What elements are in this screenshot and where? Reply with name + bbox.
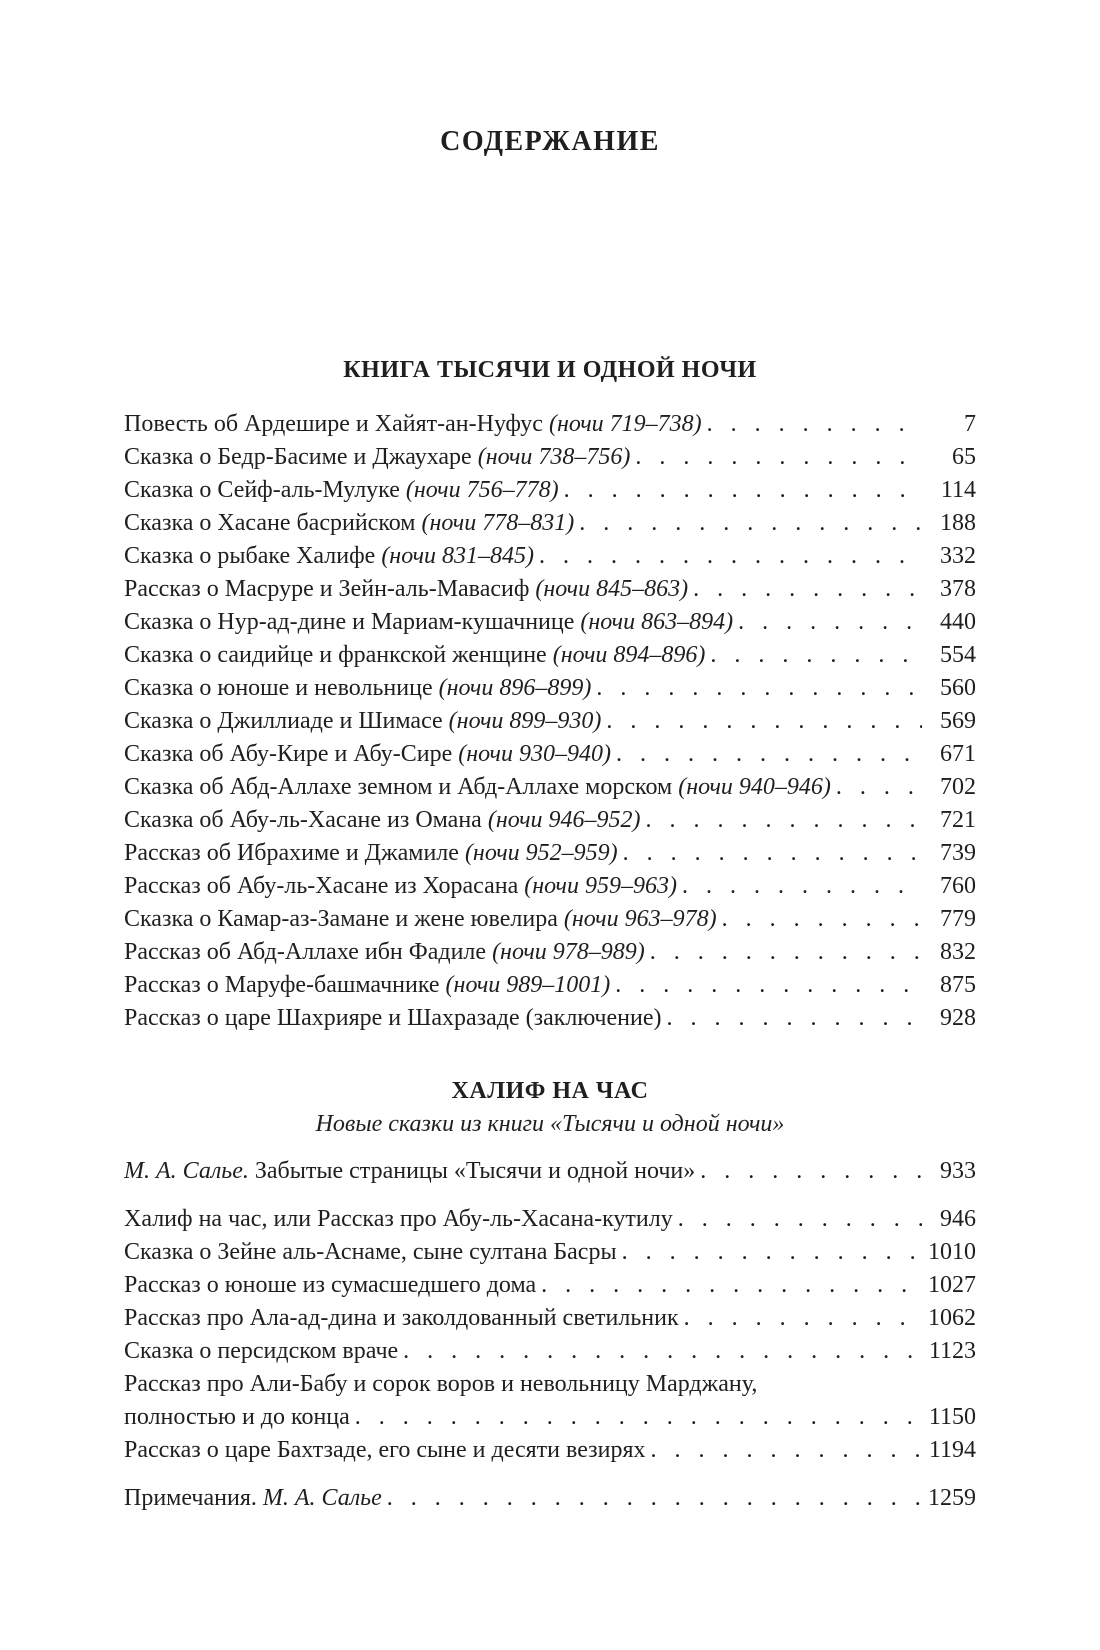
entry-italic-text: (ночи 756–778) [405,477,559,503]
dot-leader [618,837,922,870]
entry-title-text: Рассказ о царе Бахтзаде, его сыне и десяти везирях [124,1437,646,1463]
entry-italic-text: (ночи 959–963) [524,873,677,899]
entry-page-number: 671 [940,741,976,767]
entry-title-text: полностью и до конца [124,1404,350,1430]
toc-entry [124,1482,976,1515]
toc-entry [124,903,976,936]
toc-entry [124,1236,976,1269]
dot-leader [559,474,922,507]
dot-leader [688,573,922,606]
entry-title-text: Повесть об Ардешире и Хайят-ан-Нуфус [124,411,549,437]
entry-title-text: Халиф на час, или Рассказ про Абу-ль-Хасана-кутилу [124,1206,673,1232]
dot-leader [695,1155,922,1188]
entry-label [124,672,591,705]
toc-entry [124,639,976,672]
toc-entry [124,705,976,738]
entry-label [124,837,618,870]
entry-title-text: Сказка об Абу-ль-Хасане из Омана [124,807,488,833]
toc-entry [124,408,976,441]
toc-entry [124,573,976,606]
entry-page-number: 7 [964,411,976,437]
entry-title-text: Сказка о Сейф-аль-Мулуке [124,477,406,503]
entry-title-text: Сказка о Нур-ад-дине и Мариам-кушачнице [124,609,581,635]
dot-leader [677,870,922,903]
dot-leader [645,936,922,969]
entry-page-number: 928 [940,1005,976,1031]
entry-title-text: Сказка о Зейне аль-Аснаме, сыне султана Басры [124,1239,617,1265]
entry-page-number: 779 [940,906,976,932]
entry-italic-text: М. А. Салье [262,1485,382,1511]
entry-italic-text: (ночи 978–989) [492,939,645,965]
toc-list [124,1155,976,1515]
entry-title-text: Рассказ про Али-Бабу и сорок воров и невольницу Марджану, [124,1371,758,1397]
entry-italic-text: (ночи 899–930) [448,708,602,734]
toc-entry [124,1155,976,1188]
toc-entry [124,672,976,705]
entry-label [124,1482,382,1515]
entry-label [124,738,611,771]
toc-entry [124,804,976,837]
entry-label [124,540,534,573]
entry-label [124,1401,350,1434]
entry-italic-text: М. А. Салье. [124,1158,249,1184]
dot-leader [534,540,922,573]
entry-page-number: 1010 [928,1239,976,1265]
dot-leader [831,771,922,804]
entry-title-text: Рассказ о Маруфе-башмачнике [124,972,446,998]
entry-page-number: 378 [940,576,976,602]
entry-page-number: 1150 [928,1404,976,1430]
entry-page-number: 702 [940,774,976,800]
toc-entry [124,1269,976,1302]
entry-italic-text: (ночи 946–952) [487,807,641,833]
dot-leader [611,738,922,771]
dot-leader [617,1236,922,1269]
entry-page-number: 1194 [928,1437,976,1463]
entry-title-text: Примечания. [124,1485,263,1511]
dot-leader [398,1335,922,1368]
entry-label [124,474,559,507]
dot-leader [646,1434,923,1467]
page-title: СОДЕРЖАНИЕ [440,126,660,157]
entry-label [124,1434,646,1467]
dot-leader [661,1002,922,1035]
dot-leader [705,639,922,672]
entry-page-number: 739 [940,840,976,866]
entry-page-number: 1123 [928,1338,976,1364]
section-caliph-for-an-hour [124,1077,976,1515]
entry-label [124,804,641,837]
entry-title-text: Рассказ об Ибрахиме и Джамиле [124,840,465,866]
section-book-of-1001-nights [124,356,976,1035]
entry-title-text: Сказка о Хасане басрийском [124,510,422,536]
entry-title-text: Сказка о Джиллиаде и Шимасе [124,708,449,734]
dot-leader [673,1203,922,1236]
entry-title-text: Сказка об Абу-Кире и Абу-Сире [124,741,459,767]
section-subtitle: Новые сказки из книги «Тысячи и одной ночи» [315,1111,785,1137]
entry-title-text: Рассказ о царе Шахрияре и Шахразаде (заключение) [124,1005,662,1031]
entry-title-text: Сказка о Камар-аз-Замане и жене ювелира [124,906,564,932]
entry-page-number: 832 [940,939,976,965]
entry-title-text: Рассказ об Абу-ль-Хасане из Хорасана [124,873,525,899]
entry-label [124,1335,398,1368]
entry-title-text: Сказка о юноше и невольнице [124,675,439,701]
entry-page-number: 560 [940,675,976,701]
entry-label [124,573,688,606]
toc-entry [124,969,976,1002]
entry-italic-text: (ночи 940–946) [678,774,831,800]
entry-label [124,1002,661,1035]
entry-title-text: Сказка о персидском враче [124,1338,399,1364]
entry-page-number: 760 [940,873,976,899]
entry-italic-text: (ночи 963–978) [563,906,717,932]
entry-label [124,1203,673,1236]
entry-italic-text: (ночи 896–899) [438,675,592,701]
toc-entry [124,540,976,573]
entry-page-number: 875 [940,972,976,998]
entry-title-text: Рассказ об Абд-Аллахе ибн Фадиле [124,939,493,965]
dot-leader [717,903,922,936]
section-heading: ХАЛИФ НА ЧАС [451,1078,649,1104]
dot-leader [733,606,922,639]
dot-leader [601,705,922,738]
toc-entry [124,606,976,639]
entry-page-number: 1062 [928,1305,976,1331]
entry-label [124,606,733,639]
entry-label [124,870,677,903]
toc-entry [124,771,976,804]
entry-italic-text: (ночи 719–738) [548,411,702,437]
toc-entry [124,441,976,474]
entry-label [124,1155,695,1188]
entry-italic-text: (ночи 930–940) [458,741,611,767]
entry-italic-text: (ночи 778–831) [421,510,575,536]
toc-entry [124,507,976,540]
toc-entry [124,1401,976,1434]
toc-entry [124,1434,976,1467]
dot-leader [350,1401,922,1434]
toc-entry [124,474,976,507]
dot-leader [536,1269,922,1302]
entry-label [124,441,630,474]
entry-label [124,705,601,738]
dot-leader [630,441,922,474]
toc-entry [124,1203,976,1236]
toc-entry [124,1002,976,1035]
entry-title-text: Рассказ про Ала-ад-дина и заколдованный светильник [124,1305,679,1331]
entry-label [124,507,574,540]
entry-label [124,639,705,672]
dot-leader [591,672,922,705]
entry-page-number: 554 [940,642,976,668]
entry-page-number: 569 [940,708,976,734]
section-heading: КНИГА ТЫСЯЧИ И ОДНОЙ НОЧИ [343,357,757,383]
toc-entry [124,870,976,903]
entry-italic-text: (ночи 845–863) [535,576,689,602]
entry-page-number: 1027 [928,1272,976,1298]
entry-page-number: 332 [940,543,976,569]
entry-title-text: Забытые страницы «Тысячи и одной ночи» [248,1158,696,1184]
entry-label [124,1236,617,1269]
dot-leader [610,969,922,1002]
toc-entry [124,936,976,969]
entry-page-number: 721 [940,807,976,833]
entry-italic-text: (ночи 894–896) [552,642,706,668]
entry-page-number: 440 [940,609,976,635]
entry-italic-text: (ночи 831–845) [381,543,535,569]
dot-leader [382,1482,922,1515]
dot-leader [574,507,922,540]
entry-page-number: 65 [952,444,976,470]
entry-page-number: 933 [940,1158,976,1184]
entry-title-text: Рассказ о Масруре и Зейн-аль-Мавасиф [124,576,536,602]
entry-label [124,936,645,969]
entry-title-text: Сказка о рыбаке Халифе [124,543,382,569]
entry-label [124,969,610,1002]
entry-italic-text: (ночи 863–894) [580,609,734,635]
dot-leader [702,408,922,441]
entry-italic-text: (ночи 738–756) [477,444,631,470]
entry-page-number: 1259 [928,1485,976,1511]
toc-entry [124,738,976,771]
entry-label [124,1269,536,1302]
entry-title-text: Сказка о саидийце и франкской женщине [124,642,553,668]
entry-title-text: Сказка о Бедр-Басиме и Джаухаре [124,444,478,470]
entry-label [124,408,702,441]
entry-label [124,1302,679,1335]
toc-entry [124,837,976,870]
entry-label [124,903,717,936]
dot-leader [679,1302,922,1335]
toc-list [124,408,976,1035]
entry-page-number: 188 [940,510,976,536]
entry-page-number: 946 [940,1206,976,1232]
entry-title-text: Рассказ о юноше из сумасшедшего дома [124,1272,537,1298]
entry-italic-text: (ночи 952–959) [464,840,618,866]
entry-label [124,1368,757,1401]
toc-entry [124,1368,976,1401]
entry-label [124,771,831,804]
dot-leader [641,804,922,837]
toc-entry [124,1302,976,1335]
entry-title-text: Сказка об Абд-Аллахе земном и Абд-Аллахе морском [124,774,679,800]
toc-entry [124,1335,976,1368]
entry-italic-text: (ночи 989–1001) [445,972,611,998]
entry-page-number: 114 [940,477,976,503]
